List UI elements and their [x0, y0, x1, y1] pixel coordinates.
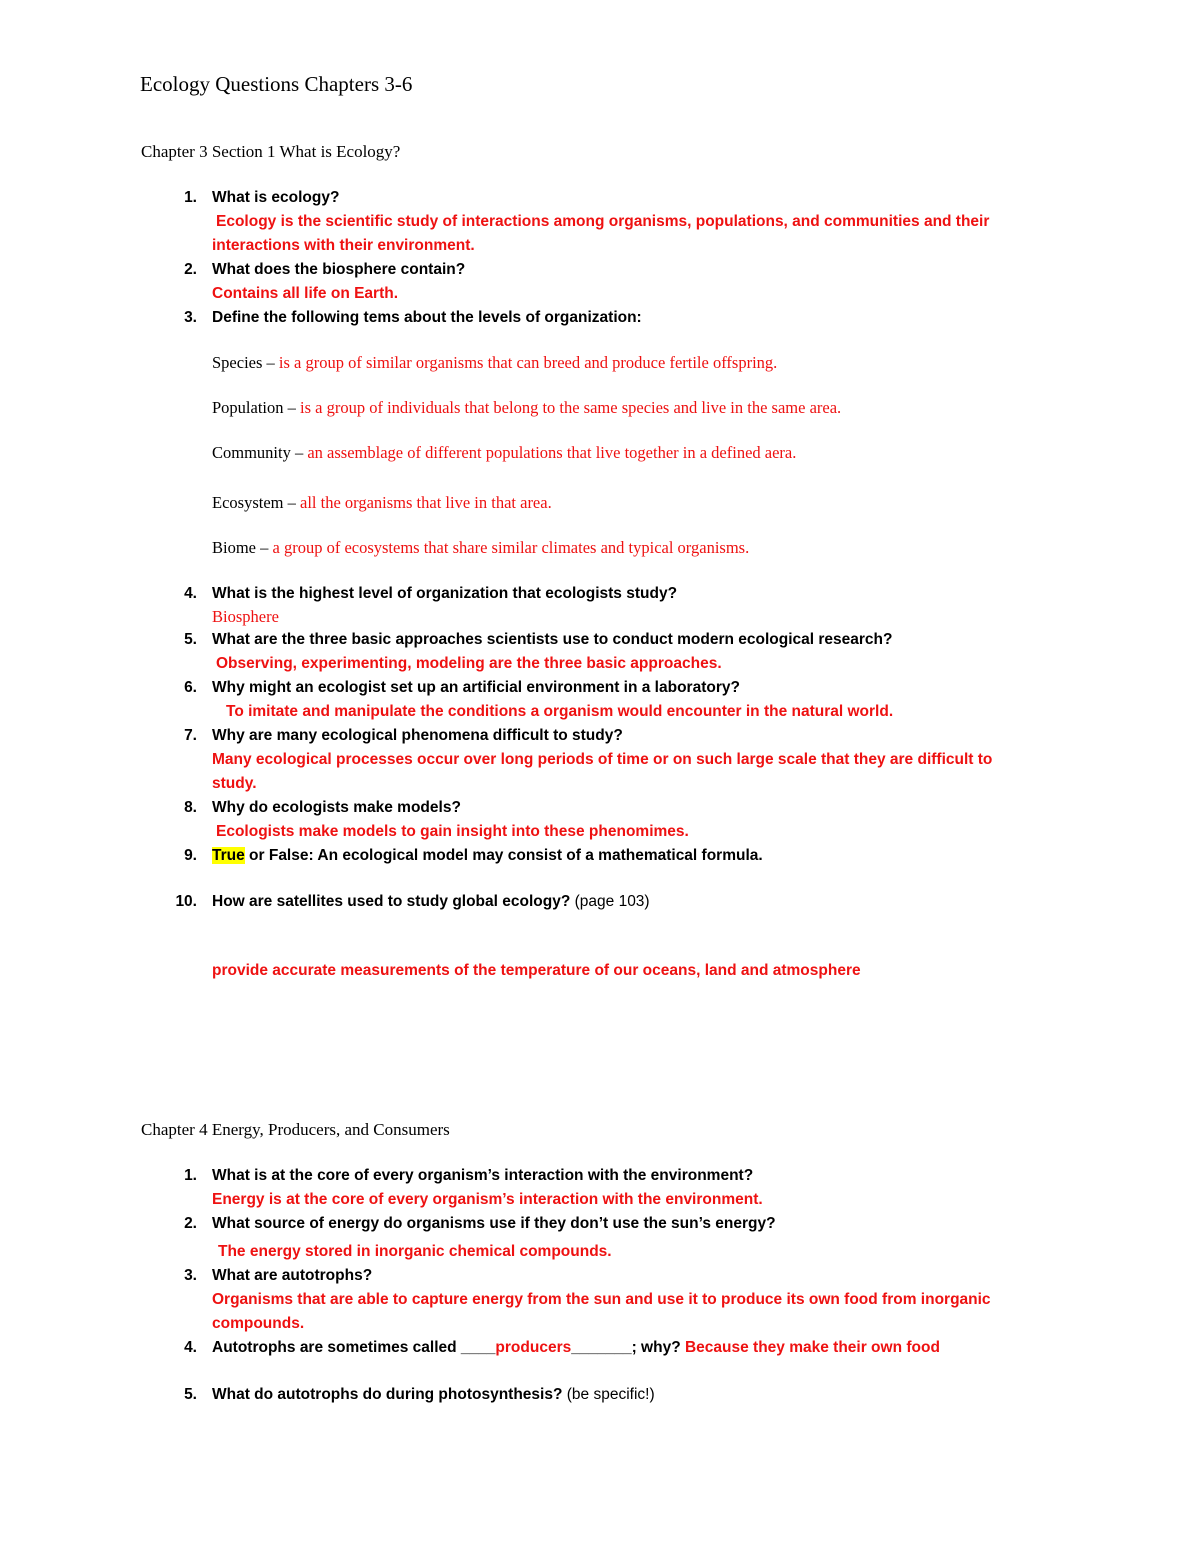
- question-text: Why do ecologists make models?: [212, 799, 461, 816]
- term-definition: is a group of individuals that belong to the same species and live in the same area.: [300, 398, 842, 417]
- question-number: 4.: [184, 585, 197, 602]
- question-text: What are the three basic approaches scientists use to conduct modern ecological research?: [212, 631, 893, 648]
- question-number: 1.: [184, 1167, 197, 1184]
- answer-4: Biosphere: [212, 607, 279, 626]
- question-note: (be specific!): [562, 1386, 655, 1403]
- term-dash: –: [262, 353, 279, 372]
- term-definition: a group of ecosystems that share similar climates and typical organisms.: [272, 538, 750, 557]
- ch4-answer-3-line-1: Organisms that are able to capture energy from the sun and use it to produce its own food from inorganic: [212, 1291, 991, 1308]
- term-definition: is a group of similar organisms that can breed and produce fertile offspring.: [278, 353, 778, 372]
- question-text: What do autotrophs do during photosynthesis?: [212, 1386, 563, 1403]
- ch4-answer-1: Energy is at the core of every organism’s interaction with the environment.: [212, 1191, 763, 1208]
- term-name: Community: [212, 443, 291, 462]
- question-text: What are autotrophs?: [212, 1267, 373, 1284]
- question-number: 7.: [184, 727, 197, 744]
- term-name: Species: [212, 353, 263, 372]
- question-text: What is the highest level of organization that ecologists study?: [212, 585, 678, 602]
- question-text: What is ecology?: [212, 189, 340, 206]
- page-reference: (page 103): [570, 893, 650, 910]
- question-text: What is at the core of every organism’s interaction with the environment?: [212, 1167, 754, 1184]
- ch4-answer-4: Because they make their own food: [684, 1339, 940, 1356]
- term-name: Ecosystem: [212, 493, 284, 512]
- term-definition: an assemblage of different populations that live together in a defined aera.: [307, 443, 797, 462]
- question-number: 9.: [184, 847, 197, 864]
- question-number: 1.: [184, 189, 197, 206]
- answer-6: To imitate and manipulate the conditions a organism would encounter in the natural world.: [226, 703, 894, 720]
- question-text: Why might an ecologist set up an artificial environment in a laboratory?: [212, 679, 740, 696]
- answer-1-line-1: Ecology is the scientific study of interactions among organisms, populations, and communities and their: [216, 213, 990, 230]
- answer-7-line-2: study.: [212, 775, 257, 792]
- answer-10: provide accurate measurements of the temperature of our oceans, land and atmosphere: [212, 962, 861, 979]
- term-name: Population: [212, 398, 284, 417]
- answer-1-line-2: interactions with their environment.: [212, 237, 475, 254]
- question-number: 2.: [184, 261, 197, 278]
- question-text: Why are many ecological phenomena difficult to study?: [212, 727, 623, 744]
- term-species: [212, 353, 777, 373]
- ch4-answer-2: The energy stored in inorganic chemical compounds.: [218, 1243, 612, 1260]
- answer-7-line-1: Many ecological processes occur over long periods of time or on such large scale that they are difficult to: [212, 751, 993, 768]
- question-number: 10.: [175, 893, 197, 910]
- true-highlight: True: [212, 847, 245, 864]
- question-text: or False: An ecological model may consist of a mathematical formula.: [244, 847, 763, 864]
- term-biome: [212, 538, 749, 558]
- ch4-answer-3-line-2: compounds.: [212, 1315, 305, 1332]
- question-number: 6.: [184, 679, 197, 696]
- question-number: 3.: [184, 309, 197, 326]
- chapter-3-heading: Chapter 3 Section 1 What is Ecology?: [141, 142, 401, 161]
- term-dash: –: [283, 493, 300, 512]
- chapter-4-heading: Chapter 4 Energy, Producers, and Consumers: [141, 1120, 450, 1139]
- blank-answer: producers: [495, 1339, 572, 1356]
- question-number: 3.: [184, 1267, 197, 1284]
- term-ecosystem: [212, 493, 552, 513]
- question-number: 4.: [184, 1339, 197, 1356]
- term-definition: all the organisms that live in that area.: [300, 493, 552, 512]
- term-name: Biome: [212, 538, 256, 557]
- term-dash: –: [283, 398, 301, 417]
- answer-8: Ecologists make models to gain insight into these phenomimes.: [216, 823, 689, 840]
- question-text: What does the biosphere contain?: [212, 261, 466, 278]
- question-text: _______; why?: [571, 1339, 685, 1356]
- question-text: Autotrophs are sometimes called ____: [212, 1339, 496, 1356]
- term-dash: –: [256, 538, 273, 557]
- question-number: 5.: [184, 1386, 197, 1403]
- answer-5: Observing, experimenting, modeling are the three basic approaches.: [216, 655, 722, 672]
- term-community: [212, 443, 796, 463]
- answer-2: Contains all life on Earth.: [212, 285, 399, 302]
- question-text: Define the following tems about the levels of organization:: [212, 309, 642, 326]
- question-number: 5.: [184, 631, 197, 648]
- question-number: 8.: [184, 799, 197, 816]
- question-number: 2.: [184, 1215, 197, 1232]
- question-text: How are satellites used to study global ecology?: [212, 893, 571, 910]
- term-dash: –: [290, 443, 308, 462]
- document-title: Ecology Questions Chapters 3-6: [140, 72, 413, 96]
- question-text: What source of energy do organisms use if they don’t use the sun’s energy?: [212, 1215, 776, 1232]
- term-population: [212, 398, 841, 418]
